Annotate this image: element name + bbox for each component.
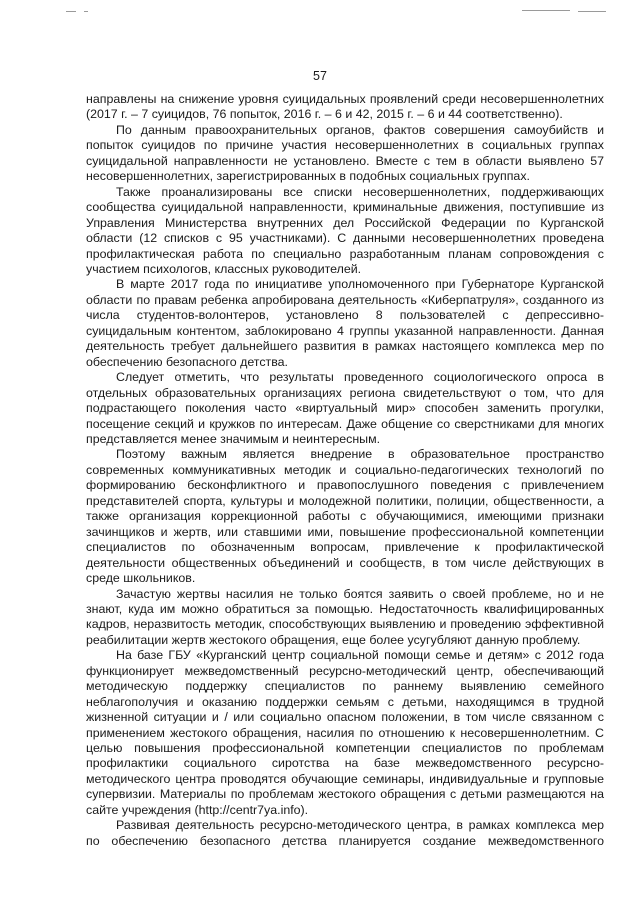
scan-mark: [578, 11, 606, 12]
page-number: 57: [313, 69, 327, 83]
paragraph: направлены на снижение уровня суицидальных проявлений среди несовершеннолетних (2017 г. – 7 суицидов, 76 попыток, 2016 г. – 6 и 42, 2015 г. – 6 и 44 соответственно).: [86, 92, 604, 122]
paragraph: Зачастую жертвы насилия не только боятся заявить о своей проблеме, но и не знают, куда им можно обратиться за помощью. Недостаточность квалифицированных кадров, неразвитость методик, способствующих выявлению и проведению эффективной реабилитации жертв жестокого обращения, еще более усугубляют данную проблему.: [86, 586, 604, 647]
paragraph: На базе ГБУ «Курганский центр социальной помощи семье и детям» с 2012 года функционирует межведомственный ресурсно-методический центр, обеспечивающий методическую поддержку специалистов по раннему выявлению семейного неблагополучия и оказанию поддержки семьям с детьми, находящимся в трудной жизненной ситуации и / или социально опасном положении, в том числе связанном с применением жестокого обращения, насилия по отношению к несовершеннолетним. С целью повышения профессиональной компетенции специалистов по проблемам профилактики социального сиротства на базе межведомственного ресурсно-методического центра проводятся обучающие семинары, индивидуальные и групповые супервизии. Материалы по проблемам жестокого обращения с детьми размещаются на сайте учреждения (http://centr7ya.info).: [86, 648, 604, 817]
scan-mark: [522, 10, 570, 11]
paragraph: По данным правоохранительных органов, фактов совершения самоубийств и попыток суицидов по причине участия несовершеннолетних в социальных группах суицидальной направленности не установлено. Вместе с тем в области выявлено 57 несовершеннолетних, зарегистрированных в подобных социальных группах.: [86, 122, 604, 184]
scan-mark: [66, 11, 76, 12]
scan-header-marks: [0, 0, 640, 20]
paragraph: Развивая деятельность ресурсно-методического центра, в рамках комплекса мер по обеспечению безопасного детства планируется создание межведомственного: [86, 818, 604, 848]
paragraph: Поэтому важным является внедрение в образовательное пространство современных коммуникативных методик и социально-педагогических технологий по формированию бесконфликтного и правопослушного поведения с привлечением представителей спорта, культуры и молодежной политики, полиции, общественности, а также организация коррекционной работы с обучающимися, имеющими признаки зачинщиков и жертв, или ставшими ими, повышение профессиональной компетенции специалистов по обозначенным вопросам, привлечение к профилактической деятельности общественных объединений и сообществ, в том числе действующих в среде школьников.: [86, 447, 604, 586]
paragraph: В марте 2017 года по инициативе уполномоченного при Губернаторе Курганской области по правам ребенка апробирована деятельность «Киберпатруля», созданного из числа студентов-волонтеров, установлено 8 пользователей с депрессивно-суицидальным контентом, заблокировано 4 группы указанной направленности. Данная деятельность требует дальнейшего развития в рамках настоящего комплекса мер по обеспечению безопасного детства.: [86, 277, 604, 369]
scan-mark: [84, 11, 88, 12]
document-body: [86, 92, 604, 849]
paragraph: Следует отметить, что результаты проведенного социологического опроса в отдельных образовательных организациях региона свидетельствуют о том, что для подрастающего поколения часто «виртуальный мир» способен заменить прогулки, посещение секций и кружков по интересам. Даже общение со сверстниками для многих представляется менее значимым и неинтересным.: [86, 370, 604, 446]
paragraph: Также проанализированы все списки несовершеннолетних, поддерживающих сообщества суицидальной направленности, криминальные движения, поступившие из Управления Министерства внутренних дел Российской Федерации по Курганской области (12 списков с 95 участниками). С данными несовершеннолетних проведена профилактическая работа по специально разработанным планам сопровождения с участием психологов, классных руководителей.: [86, 184, 604, 276]
